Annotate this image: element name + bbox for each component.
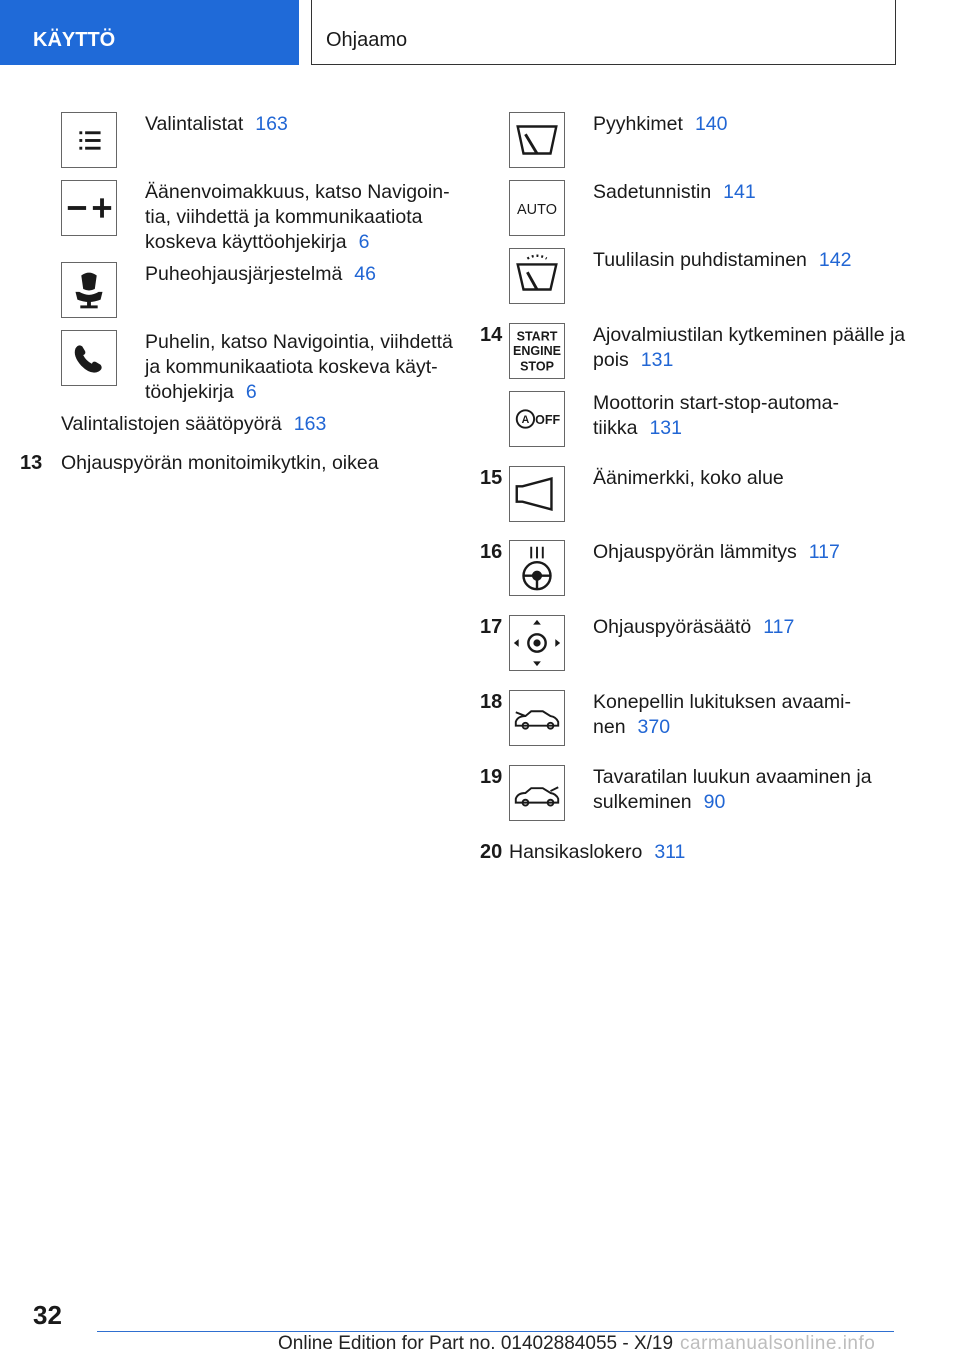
page-ref-link[interactable]: 131	[649, 417, 682, 439]
item-text-line: Tavaratilan luukun avaaminen ja	[593, 766, 872, 788]
page-ref-link[interactable]: 90	[703, 791, 726, 813]
page-ref-link[interactable]: 117	[808, 541, 840, 563]
auto-rain-sensor-icon	[509, 180, 565, 236]
list-item	[145, 262, 376, 287]
windshield-washer-icon	[509, 248, 565, 304]
item-text: Ohjauspyörän monitoimikytkin, oikea	[61, 452, 379, 474]
list-item	[593, 323, 913, 373]
list-item	[593, 248, 851, 273]
item-text-line: ja kommunikaatiota koskeva käyt-	[145, 356, 438, 378]
list-item	[593, 765, 913, 815]
page-ref-link[interactable]: 6	[245, 381, 257, 403]
page-ref-link[interactable]: 141	[723, 181, 756, 203]
page-ref-link[interactable]: 46	[354, 263, 376, 285]
page-ref-link[interactable]: 163	[255, 113, 288, 135]
page-ref-link[interactable]: 370	[637, 716, 671, 738]
item-text-line: tiikka	[593, 417, 638, 439]
tailgate-icon[interactable]	[509, 765, 565, 821]
chapter-tab[interactable]: Ohjaamo	[311, 0, 896, 65]
edition-text: Online Edition for Part no. 01402884055 - X/19	[278, 1333, 674, 1354]
item-text: Puheohjausjärjestelmä	[145, 263, 343, 285]
list-item	[593, 180, 756, 205]
item-number: 17	[480, 616, 503, 638]
item-text-line: Moottorin start-stop-automa-	[593, 392, 840, 414]
page-ref-link[interactable]: 142	[818, 249, 852, 271]
page-number: 32	[33, 1300, 62, 1330]
list-item	[593, 615, 794, 640]
item-text: Sadetunnistin	[593, 181, 712, 203]
list-item	[593, 112, 728, 137]
item-number: 19	[480, 766, 503, 788]
item-text: Pyyhkimet	[593, 113, 683, 135]
item-text-line: pois	[593, 349, 629, 371]
page-ref-link[interactable]: 6	[358, 231, 370, 253]
list-item	[61, 412, 326, 437]
item-text: Ohjauspyöräsäätö	[593, 616, 752, 638]
start-engine-stop-icon[interactable]	[509, 323, 565, 379]
item-text-line: koskeva käyttöohjekirja	[145, 231, 347, 253]
page-ref-link[interactable]: 163	[293, 413, 327, 435]
hood-release-icon[interactable]	[509, 690, 565, 746]
auto-start-stop-off-icon[interactable]	[509, 391, 565, 447]
item-text: Tuulilasin puhdistaminen	[593, 249, 807, 271]
item-number: 15	[480, 467, 503, 489]
watermark-text: carmanualsonline.info	[680, 1333, 876, 1354]
item-text: Hansikaslokero	[509, 841, 643, 863]
icon-label: AUTO	[517, 201, 557, 218]
item-text-line: Puhelin, katso Navigointia, viihdettä	[145, 331, 453, 353]
list-item	[145, 180, 455, 255]
item-text: Valintalistat	[145, 113, 244, 135]
wiper-icon	[509, 112, 565, 168]
item-number: 13	[20, 452, 43, 474]
item-text-line: Konepellin lukituksen avaami-	[593, 691, 851, 713]
page-ref-link[interactable]: 131	[640, 349, 674, 371]
item-text-line: Äänenvoimakkuus, katso Navigoin-	[145, 181, 450, 203]
list-item	[593, 391, 913, 441]
page-ref-link[interactable]: 311	[654, 841, 686, 863]
item-text: Äänimerkki, koko alue	[593, 467, 784, 489]
item-number: 18	[480, 691, 503, 713]
volume-minus-plus-icon	[61, 180, 117, 236]
item-text: Ohjauspyörän lämmitys	[593, 541, 797, 563]
list-item	[145, 112, 288, 137]
list-item	[593, 540, 840, 565]
voice-control-icon	[61, 262, 117, 318]
phone-handset-icon	[61, 330, 117, 386]
item-number: 16	[480, 541, 503, 563]
item-text-line: töohjekirja	[145, 381, 234, 403]
page-ref-link[interactable]: 140	[694, 113, 728, 135]
icon-label: ENGINE	[513, 343, 561, 358]
list-item	[145, 330, 455, 405]
icon-label: STOP	[520, 359, 554, 374]
steering-wheel-adjust-icon[interactable]	[509, 615, 565, 671]
item-text-line: tia, viihdettä ja kommunikaatiota	[145, 206, 423, 228]
svg-text:A: A	[521, 413, 530, 426]
item-text-line: nen	[593, 716, 626, 738]
item-number: 14	[480, 324, 503, 346]
item-text: Valintalistojen säätöpyörä	[61, 413, 282, 435]
page-ref-link[interactable]: 117	[763, 616, 795, 638]
icon-label: START	[516, 329, 558, 344]
steering-wheel-heating-icon[interactable]	[509, 540, 565, 596]
horn-icon	[509, 466, 565, 522]
footer-divider	[97, 1331, 894, 1332]
icon-label: OFF	[535, 412, 561, 427]
list-item	[593, 466, 784, 491]
section-tab[interactable]: KÄYTTÖ	[0, 0, 299, 65]
list-icon	[61, 112, 117, 168]
item-text-line: Ajovalmiustilan kytkeminen päälle ja	[593, 324, 906, 346]
list-item	[593, 690, 913, 740]
item-number: 20	[480, 841, 503, 863]
item-text-line: sulkeminen	[593, 791, 692, 813]
